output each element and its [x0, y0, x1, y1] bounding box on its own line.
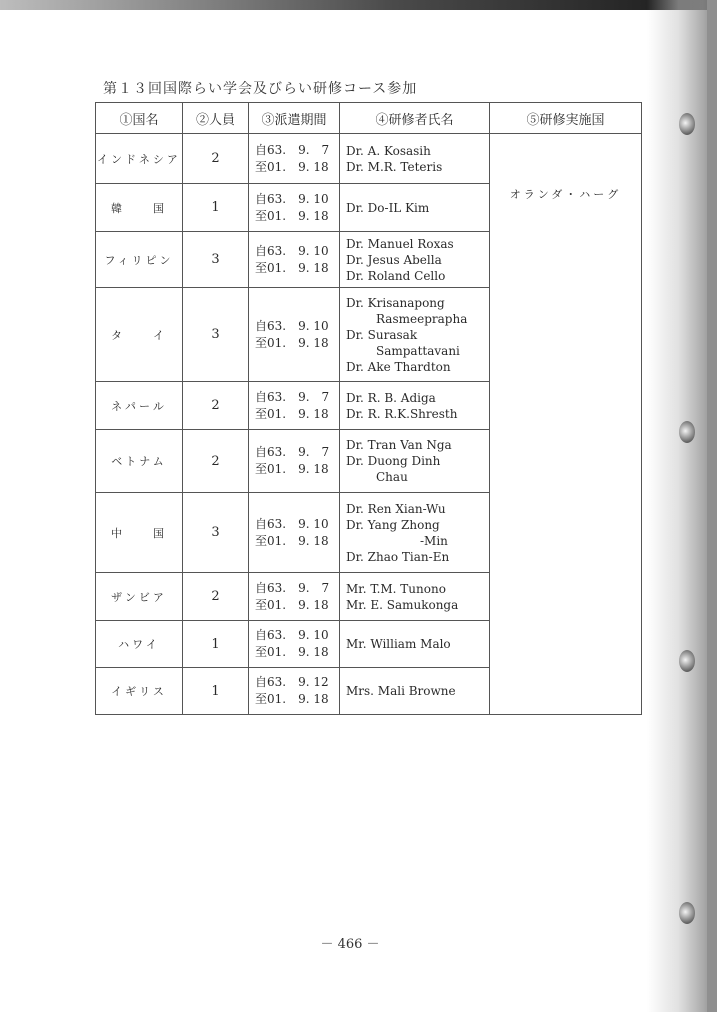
names-cell [340, 232, 490, 288]
period-cell [249, 573, 340, 621]
trainee-name: Dr. Surasak [346, 327, 418, 342]
trainee-name: Mr. William Malo [346, 637, 451, 651]
period-to: 至01. 9. 18 [255, 159, 329, 174]
names-cell [340, 573, 490, 621]
table-header-row [96, 103, 642, 134]
period-from: 自63. 9. 7 [255, 389, 330, 404]
country-cell: ハワイ [96, 621, 183, 668]
period-cell [249, 430, 340, 493]
period-to: 至01. 9. 18 [255, 406, 329, 421]
period-from: 自63. 9. 10 [255, 318, 329, 333]
names-cell [340, 382, 490, 430]
trainee-name: Dr. R. R.K.Shresth [346, 406, 458, 421]
header-country: ①国名 [96, 103, 183, 134]
country-cell: 韓 国 [96, 184, 183, 232]
binder-edge [707, 0, 717, 1012]
count-cell: 1 [183, 184, 249, 232]
top-binding-shadow [0, 0, 717, 10]
trainee-name: Dr. Manuel Roxas [346, 236, 454, 251]
names-cell [340, 430, 490, 493]
document-title: 第１３回国際らい学会及びらい研修コース参加 [103, 81, 418, 97]
header-period: ③派遣期間 [249, 103, 340, 134]
participants-table [95, 102, 642, 715]
period-to: 至01. 9. 18 [255, 597, 329, 612]
period-to: 至01. 9. 18 [255, 208, 329, 223]
trainee-name: Mr. T.M. Tunono [346, 581, 446, 596]
names-cell [340, 668, 490, 715]
binder-ring-icon [679, 113, 695, 135]
names-cell [340, 184, 490, 232]
table-row [96, 134, 642, 184]
country-cell: インドネシア [96, 134, 183, 184]
count-cell: 3 [183, 493, 249, 573]
country-cell: ベトナム [96, 430, 183, 493]
country-cell: ネパール [96, 382, 183, 430]
trainee-name: Dr. Yang Zhong [346, 517, 440, 532]
count-cell: 3 [183, 232, 249, 288]
page-number: － 466 － [320, 937, 380, 952]
country-cell: タ イ [96, 288, 183, 382]
period-to: 至01. 9. 18 [255, 533, 329, 548]
period-from: 自63. 9. 10 [255, 516, 329, 531]
count-cell: 3 [183, 288, 249, 382]
binder-ring-icon [679, 902, 695, 924]
trainee-name: Chau [376, 470, 408, 484]
names-cell [340, 134, 490, 184]
count-cell: 1 [183, 621, 249, 668]
trainee-name: Mrs. Mali Browne [346, 684, 456, 698]
period-cell [249, 134, 340, 184]
count-cell: 2 [183, 573, 249, 621]
trainee-name: -Min [420, 533, 448, 548]
period-to: 至01. 9. 18 [255, 462, 329, 476]
period-from: 自63. 9. 12 [255, 675, 329, 689]
country-cell: イギリス [96, 668, 183, 715]
host-country-cell: オランダ・ハーグ [490, 134, 642, 715]
trainee-name: Dr. R. B. Adiga [346, 390, 436, 405]
trainee-name: Mr. E. Samukonga [346, 597, 459, 612]
period-from: 自63. 9. 10 [255, 191, 329, 206]
trainee-name: Dr. M.R. Teteris [346, 159, 443, 174]
trainee-name: Dr. Krisanapong [346, 295, 445, 310]
count-cell: 1 [183, 668, 249, 715]
period-from: 自63. 9. 10 [255, 628, 329, 642]
period-cell [249, 382, 340, 430]
period-from: 自63. 9. 7 [255, 142, 330, 157]
trainee-name: Dr. A. Kosasih [346, 143, 431, 158]
period-cell [249, 184, 340, 232]
period-cell [249, 668, 340, 715]
binder-ring-icon [679, 421, 695, 443]
trainee-name: Dr. Ake Thardton [346, 359, 451, 374]
header-count: ②人員 [183, 103, 249, 134]
period-to: 至01. 9. 18 [255, 335, 329, 350]
period-from: 自63. 9. 7 [255, 445, 330, 459]
period-from: 自63. 9. 10 [255, 243, 329, 258]
trainee-name: Dr. Duong Dinh [346, 454, 441, 468]
period-cell [249, 493, 340, 573]
period-cell [249, 621, 340, 668]
trainee-name: Dr. Jesus Abella [346, 252, 442, 267]
binder-ring-icon [679, 650, 695, 672]
period-cell [249, 232, 340, 288]
trainee-name: Dr. Ren Xian-Wu [346, 501, 446, 516]
country-cell: フィリピン [96, 232, 183, 288]
trainee-name: Sampattavani [376, 343, 460, 358]
trainee-name: Dr. Zhao Tian-En [346, 549, 450, 564]
names-cell [340, 493, 490, 573]
trainee-name: Dr. Do-IL Kim [346, 200, 430, 215]
trainee-name: Dr. Roland Cello [346, 268, 446, 283]
trainee-name: Dr. Tran Van Nga [346, 438, 452, 452]
period-cell [249, 288, 340, 382]
names-cell [340, 288, 490, 382]
count-cell: 2 [183, 382, 249, 430]
period-to: 至01. 9. 18 [255, 692, 329, 706]
country-cell: ザンビア [96, 573, 183, 621]
header-trainees: ④研修者氏名 [340, 103, 490, 134]
period-to: 至01. 9. 18 [255, 260, 329, 275]
count-cell: 2 [183, 134, 249, 184]
trainee-name: Rasmeeprapha [376, 311, 468, 326]
header-host-country: ⑤研修実施国 [490, 103, 642, 134]
count-cell: 2 [183, 430, 249, 493]
country-cell: 中 国 [96, 493, 183, 573]
period-to: 至01. 9. 18 [255, 645, 329, 659]
period-from: 自63. 9. 7 [255, 580, 330, 595]
names-cell [340, 621, 490, 668]
